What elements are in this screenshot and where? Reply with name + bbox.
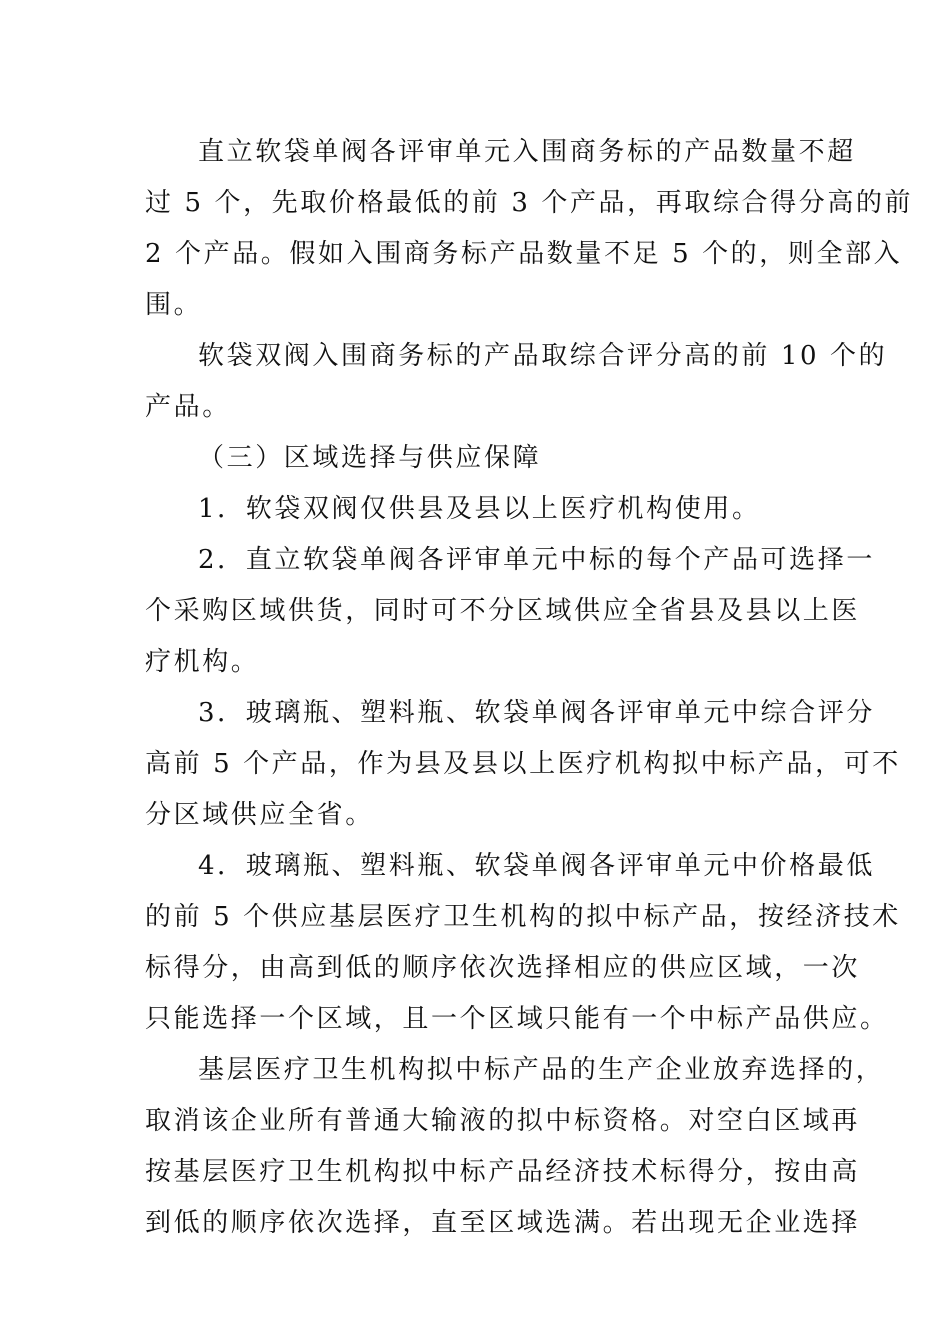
list-item-4 <box>145 841 901 1045</box>
paragraph-line: 分区域供应全省。 <box>145 800 374 830</box>
paragraph-2 <box>145 331 888 433</box>
paragraph-1 <box>145 127 914 331</box>
paragraph-line: 直立软袋单阀各评审单元入围商务标的产品数量不超 <box>198 137 856 167</box>
paragraph-line: 基层医疗卫生机构拟中标产品的生产企业放弃选择的， <box>198 1055 885 1085</box>
document-body <box>145 127 914 1249</box>
paragraph-line: 3．玻璃瓶、塑料瓶、软袋单阀各评审单元中综合评分 <box>198 698 875 728</box>
paragraph-line: 个采购区域供货，同时可不分区域供应全省县及县以上医 <box>145 596 861 626</box>
section-heading-text: （三）区域选择与供应保障 <box>198 443 542 473</box>
list-item-2 <box>145 535 875 688</box>
paragraph-line: 过 5 个，先取价格最低的前 3 个产品，再取综合得分高的前 <box>145 188 914 218</box>
paragraph-line: 标得分，由高到低的顺序依次选择相应的供应区域，一次 <box>145 953 861 983</box>
list-item-1 <box>145 484 807 535</box>
paragraph-line: 高前 5 个产品，作为县及县以上医疗机构拟中标产品，可不 <box>145 749 901 779</box>
section-heading <box>145 433 807 484</box>
paragraph-line: 软袋双阀入围商务标的产品取综合评分高的前 10 个的 <box>198 341 888 371</box>
paragraph-line: 围。 <box>145 290 203 320</box>
paragraph-line: 到低的顺序依次选择，直至区域选满。若出现无企业选择 <box>145 1208 861 1238</box>
paragraph-line: 按基层医疗卫生机构拟中标产品经济技术标得分，按由高 <box>145 1157 861 1187</box>
paragraph-line: 疗机构。 <box>145 647 260 677</box>
list-item-3 <box>145 688 901 841</box>
paragraph-line: 1．软袋双阀仅供县及县以上医疗机构使用。 <box>198 494 761 524</box>
paragraph-line: 取消该企业所有普通大输液的拟中标资格。对空白区域再 <box>145 1106 861 1136</box>
paragraph-line: 4．玻璃瓶、塑料瓶、软袋单阀各评审单元中价格最低 <box>198 851 875 881</box>
paragraph-final <box>145 1045 885 1249</box>
paragraph-line: 的前 5 个供应基层医疗卫生机构的拟中标产品，按经济技术 <box>145 902 901 932</box>
paragraph-line: 2 个产品。假如入围商务标产品数量不足 5 个的，则全部入 <box>145 239 903 269</box>
paragraph-line: 产品。 <box>145 392 231 422</box>
paragraph-line: 只能选择一个区域，且一个区域只能有一个中标产品供应。 <box>145 1004 889 1034</box>
paragraph-line: 2．直立软袋单阀各评审单元中标的每个产品可选择一 <box>198 545 875 575</box>
